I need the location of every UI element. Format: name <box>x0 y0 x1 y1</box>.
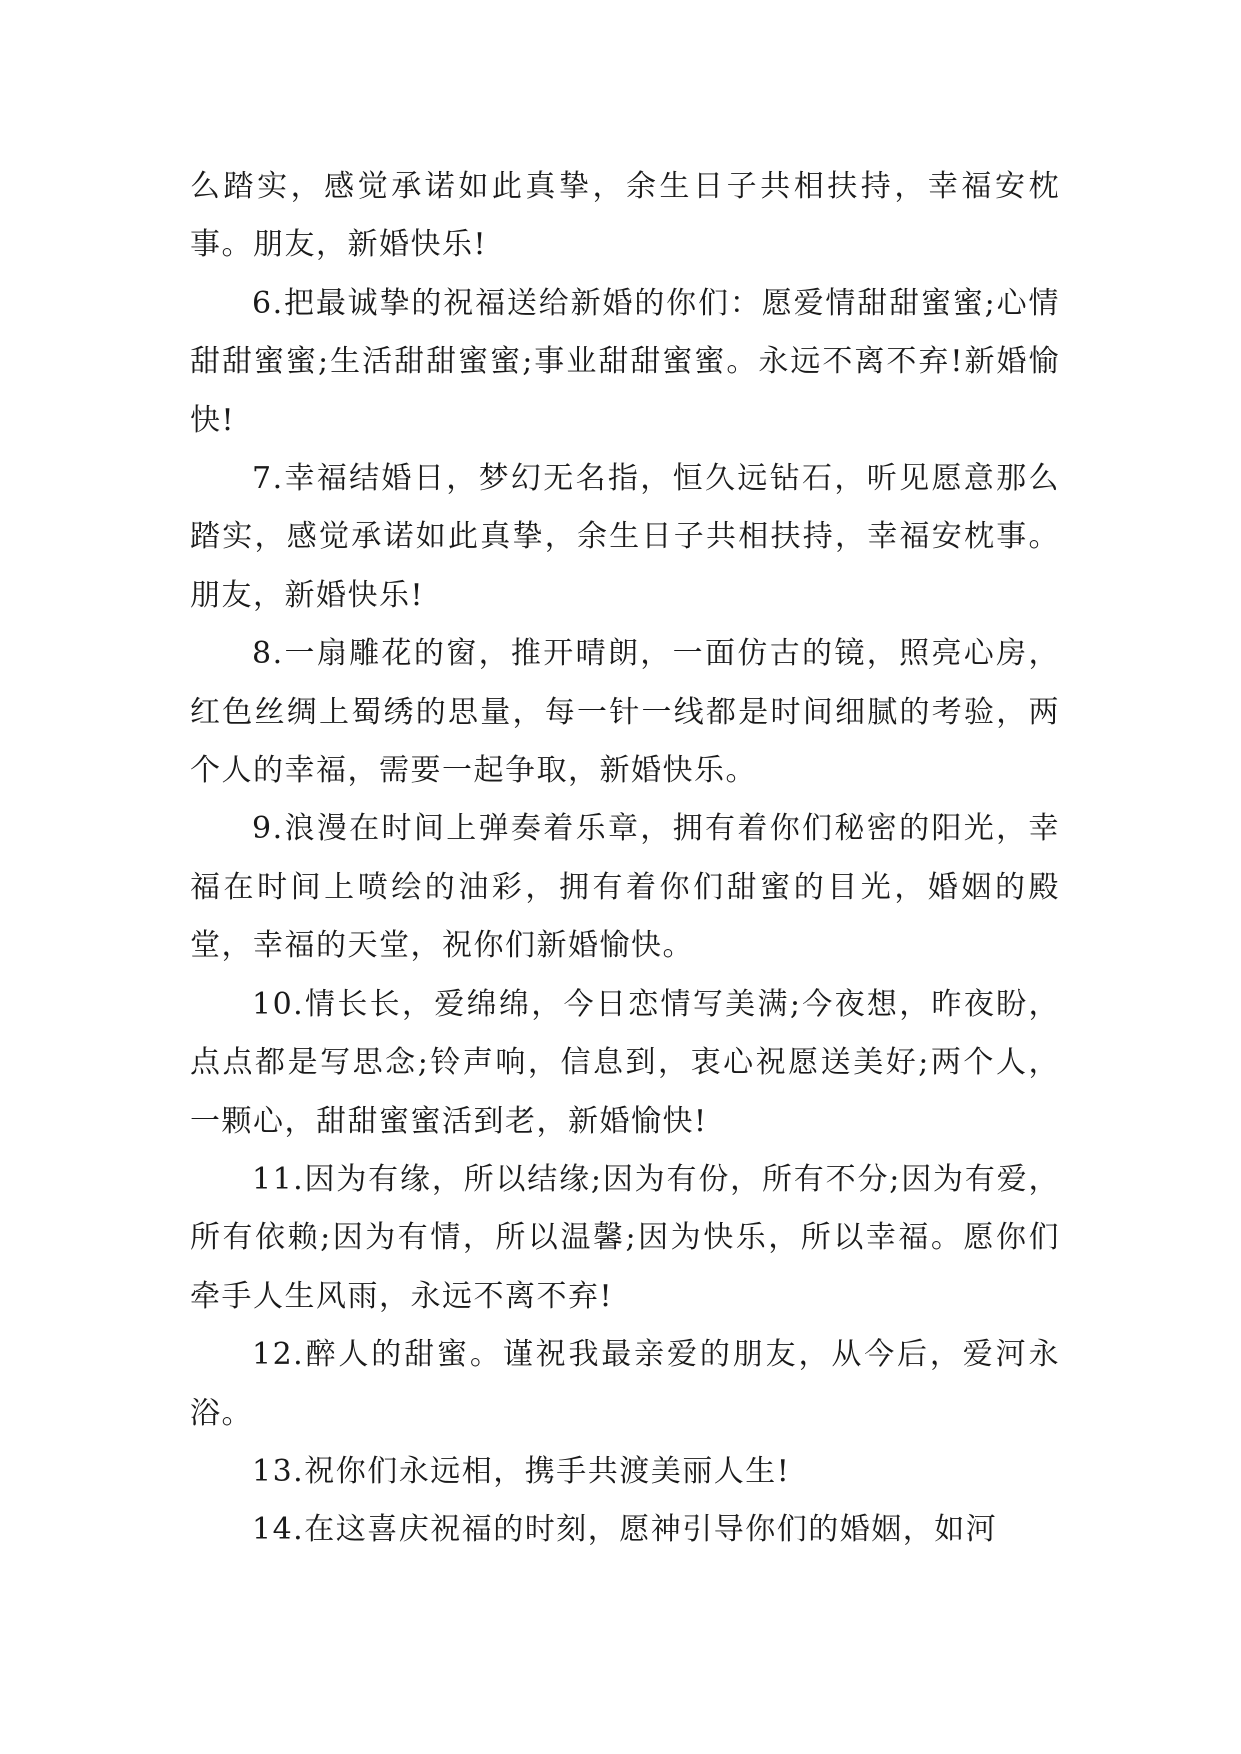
document-body <box>190 158 1060 1560</box>
paragraph-item-8: 8.一扇雕花的窗，推开晴朗，一面仿古的镜，照亮心房，红色丝绸上蜀绣的思量，每一针一线都是时间细腻的考验，两个人的幸福，需要一起争取，新婚快乐。 <box>190 636 1060 789</box>
paragraph-continuation: 么踏实，感觉承诺如此真挚，余生日子共相扶持，幸福安枕事。朋友，新婚快乐! <box>190 169 1060 263</box>
paragraph-item-14: 14.在这喜庆祝福的时刻，愿神引导你们的婚姻，如河 <box>252 1512 998 1548</box>
paragraph-item-11: 11.因为有缘，所以结缘;因为有份，所有不分;因为有爱，所有依赖;因为有情，所以温馨;因为快乐，所以幸福。愿你们牵手人生风雨，永远不离不弃! <box>190 1161 1060 1314</box>
paragraph-item-9: 9.浪漫在时间上弹奏着乐章，拥有着你们秘密的阳光，幸福在时间上喷绘的油彩，拥有着你们甜蜜的目光，婚姻的殿堂，幸福的天堂，祝你们新婚愉快。 <box>190 811 1060 964</box>
paragraph-item-10: 10.情长长，爱绵绵，今日恋情写美满;今夜想，昨夜盼，点点都是写思念;铃声响，信息到，衷心祝愿送美好;两个人，一颗心，甜甜蜜蜜活到老，新婚愉快! <box>190 986 1060 1139</box>
paragraph-item-6: 6.把最诚挚的祝福送给新婚的你们：愿爱情甜甜蜜蜜;心情甜甜蜜蜜;生活甜甜蜜蜜;事业甜甜蜜蜜。永远不离不弃!新婚愉快! <box>190 285 1060 438</box>
paragraph-item-7: 7.幸福结婚日，梦幻无名指，恒久远钻石，听见愿意那么踏实，感觉承诺如此真挚，余生日子共相扶持，幸福安枕事。朋友，新婚快乐! <box>190 461 1060 613</box>
paragraph-item-13: 13.祝你们永远相，携手共渡美丽人生! <box>252 1453 791 1489</box>
paragraph-item-12: 12.醉人的甜蜜。谨祝我最亲爱的朋友，从今后，爱河永浴。 <box>190 1337 1060 1431</box>
